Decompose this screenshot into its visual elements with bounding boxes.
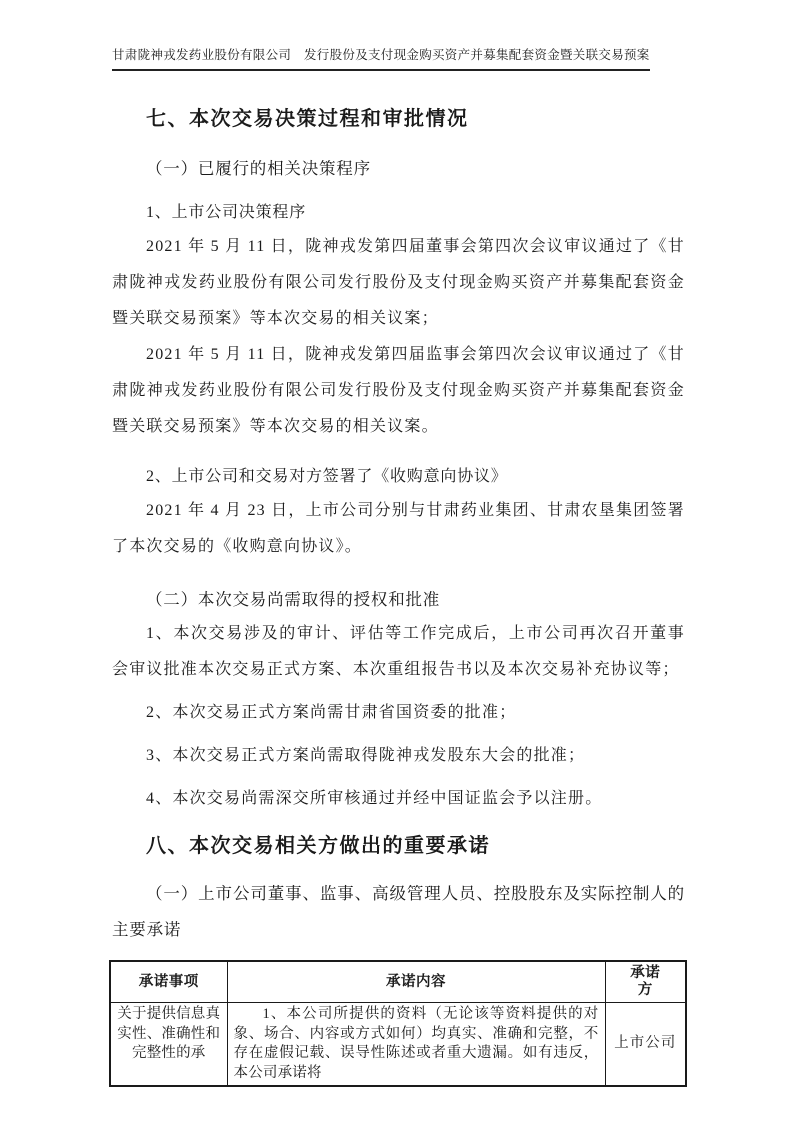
commitment-content-cell: 1、本公司所提供的资料（无论该等资料提供的对象、场合、内容或方式如何）均真实、准确和完整，不存在虚假记载、误导性陈述或者重大遗漏。如有违反，本公司承诺将 <box>227 1003 605 1087</box>
approval-item-2: 2、本次交易正式方案尚需甘肃省国资委的批准； <box>146 704 517 721</box>
column-header-commitment-party-label: 承诺方 <box>630 965 661 998</box>
commitment-item-cell: 关于提供信息真实性、准确性和完整性的承 <box>110 1003 227 1087</box>
column-header-commitment-item: 承诺事项 <box>110 961 227 1003</box>
approval-item-3: 3、本次交易正式方案尚需取得陇神戎发股东大会的批准； <box>146 747 586 764</box>
column-header-commitment-content: 承诺内容 <box>227 961 605 1003</box>
section-7-heading: 七、本次交易决策过程和审批情况 <box>146 108 469 130</box>
subsection-7-1-heading: （一）已履行的相关决策程序 <box>146 159 371 178</box>
supervisory-resolution-paragraph: 2021 年 5 月 11 日，陇神戎发第四届监事会第四次会议审议通过了《甘肃陇神戎发药业股份有限公司发行股份及支付现金购买资产并募集配套资金暨关联交易预案》等本次交易的相关议案。 <box>112 346 685 435</box>
approval-item-1: 1、本次交易涉及的审计、评估等工作完成后，上市公司再次召开董事会审议批准本次交易正式方案、本次重组报告书以及本次交易补充协议等； <box>112 625 685 678</box>
commitment-party-cell: 上市公司 <box>605 1003 686 1087</box>
intent-agreement-paragraph: 2021 年 4 月 23 日，上市公司分别与甘肃药业集团、甘肃农垦集团签署了本次交易的《收购意向协议》。 <box>112 502 685 555</box>
subsection-8-1-heading: （一）上市公司董事、监事、高级管理人员、控股股东及实际控制人的主要承诺 <box>112 884 685 939</box>
page-header <box>112 46 685 71</box>
commitments-table <box>109 960 687 1087</box>
table-row <box>110 1003 686 1087</box>
board-resolution-paragraph: 2021 年 5 月 11 日，陇神戎发第四届董事会第四次会议审议通过了《甘肃陇神戎发药业股份有限公司发行股份及支付现金购买资产并募集配套资金暨关联交易预案》等本次交易的相关议案； <box>112 238 685 327</box>
column-header-commitment-party <box>605 961 686 1003</box>
section-8-heading: 八、本次交易相关方做出的重要承诺 <box>146 835 490 857</box>
item-1-heading: 1、上市公司决策程序 <box>146 204 307 221</box>
document-header-text: 甘肃陇神戎发药业股份有限公司 发行股份及支付现金购买资产并募集配套资金暨关联交易预案 <box>112 47 650 71</box>
table-header-row <box>110 961 686 1003</box>
subsection-7-2-heading: （二）本次交易尚需取得的授权和批准 <box>146 590 441 609</box>
approval-item-4: 4、本次交易尚需深交所审核通过并经中国证监会予以注册。 <box>146 790 603 807</box>
item-2-heading: 2、上市公司和交易对方签署了《收购意向协议》 <box>146 468 508 485</box>
